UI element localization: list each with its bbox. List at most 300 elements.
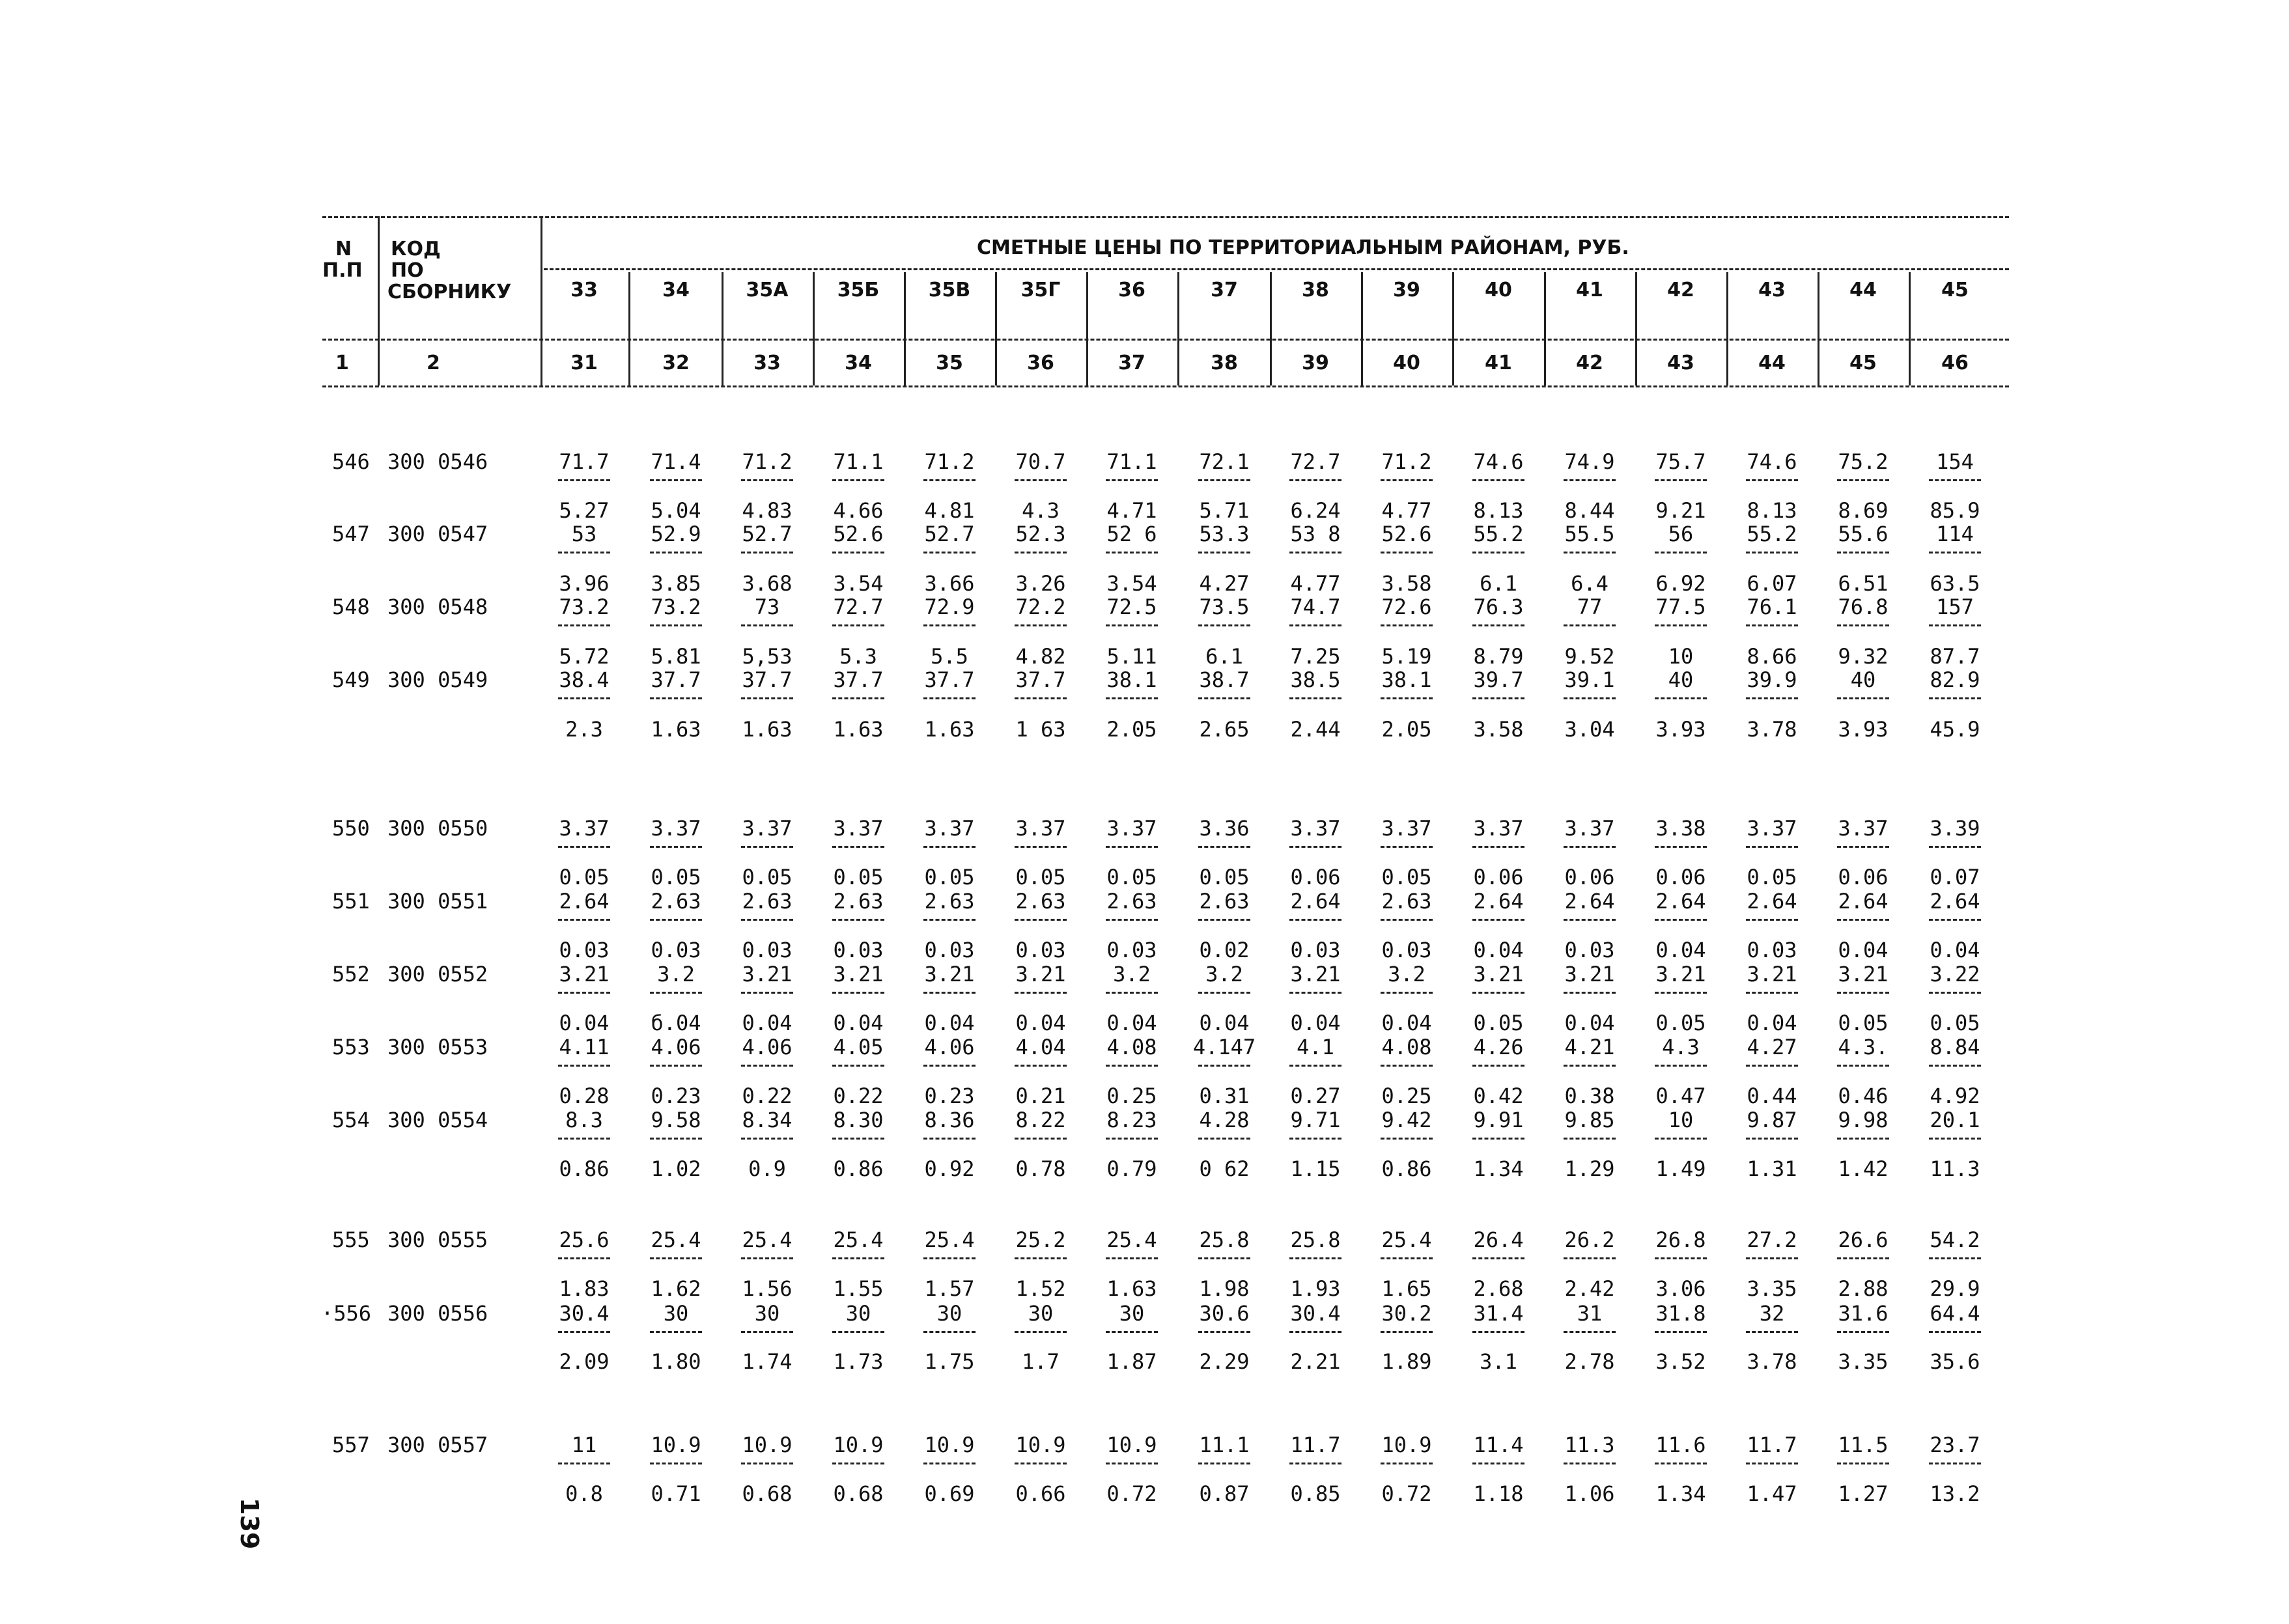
- price-value: 74.7: [1290, 595, 1341, 619]
- price-value: 2.65: [1199, 717, 1250, 742]
- fraction-bar: [1746, 846, 1798, 848]
- price-value: 0.38: [1564, 1084, 1615, 1108]
- price-value: 3.37: [1747, 816, 1797, 841]
- fraction-bar: [1015, 624, 1067, 626]
- fraction-bar: [1015, 479, 1067, 481]
- fraction-bar: [1106, 624, 1158, 626]
- price-value: 3.37: [1473, 816, 1524, 841]
- price-value: 0.02: [1199, 938, 1250, 962]
- fraction-bar: [1106, 552, 1158, 553]
- price-value: 8.69: [1838, 498, 1889, 523]
- price-value: 3.93: [1655, 717, 1706, 742]
- fraction-bar: [1655, 1463, 1707, 1464]
- price-value: 6.4: [1571, 571, 1608, 596]
- fraction-bar: [1472, 846, 1524, 848]
- fraction-bar: [1746, 919, 1798, 921]
- fraction-bar: [1015, 1138, 1067, 1140]
- fraction-bar: [832, 697, 884, 699]
- fraction-bar: [741, 1065, 793, 1067]
- price-value: 73: [754, 595, 780, 619]
- price-value: 2.63: [742, 889, 793, 914]
- fraction-bar: [741, 624, 793, 626]
- fraction-bar: [1655, 479, 1707, 481]
- fraction-bar: [1198, 1331, 1250, 1333]
- header-divider: [1177, 272, 1179, 385]
- price-value: 71.1: [833, 449, 884, 474]
- fraction-bar: [1655, 919, 1707, 921]
- fraction-bar: [650, 919, 702, 921]
- price-value: 0.47: [1655, 1084, 1706, 1108]
- header-divider: [1086, 272, 1088, 385]
- fraction-bar: [558, 1463, 610, 1464]
- price-value: 3.21: [1015, 962, 1066, 987]
- row-code: 300 0553: [387, 1035, 488, 1059]
- price-value: 30.2: [1381, 1301, 1432, 1326]
- header-colnum-12: 40: [1393, 352, 1420, 374]
- price-value: 1.74: [742, 1349, 793, 1374]
- price-value: 3.93: [1838, 717, 1889, 742]
- header-divider: [1270, 272, 1272, 385]
- price-value: 1.27: [1838, 1481, 1889, 1506]
- header-divider: [813, 272, 815, 385]
- row-number: 557: [332, 1433, 370, 1457]
- fraction-bar: [1837, 1331, 1889, 1333]
- fraction-bar: [1929, 1331, 1981, 1333]
- fraction-bar: [1106, 992, 1158, 994]
- price-value: 0.28: [559, 1084, 610, 1108]
- price-value: 39.9: [1747, 667, 1797, 692]
- price-value: 4.77: [1290, 571, 1341, 596]
- fraction-bar: [1289, 1331, 1341, 1333]
- price-value: 0.05: [559, 865, 610, 889]
- fraction-bar: [1837, 624, 1889, 626]
- price-value: 5.19: [1381, 644, 1432, 669]
- price-value: 0.23: [651, 1084, 701, 1108]
- header-mid-rule: [322, 339, 2009, 341]
- fraction-bar: [1746, 1257, 1798, 1259]
- fraction-bar: [1564, 919, 1616, 921]
- price-value: 0.06: [1564, 865, 1615, 889]
- fraction-bar: [1655, 697, 1707, 699]
- fraction-bar: [558, 992, 610, 994]
- fraction-bar: [558, 919, 610, 921]
- price-value: 1.65: [1381, 1276, 1432, 1301]
- fraction-bar: [650, 1331, 702, 1333]
- header-colnum-17: 45: [1849, 352, 1877, 374]
- fraction-bar: [1564, 1257, 1616, 1259]
- price-value: 0.04: [1564, 1011, 1615, 1035]
- fraction-bar: [1381, 919, 1433, 921]
- price-value: 1.31: [1747, 1156, 1797, 1181]
- row-number: 547: [332, 522, 370, 546]
- price-value: 1.63: [924, 717, 975, 742]
- fraction-bar: [1472, 1138, 1524, 1140]
- header-colnum-2: 2: [427, 352, 440, 374]
- fraction-bar: [1837, 1463, 1889, 1464]
- price-value: 8.66: [1747, 644, 1797, 669]
- header-divider: [378, 216, 380, 385]
- price-value: 73.2: [651, 595, 701, 619]
- fraction-bar: [1929, 1463, 1981, 1464]
- price-value: 8.13: [1747, 498, 1797, 523]
- price-value: 6.07: [1747, 571, 1797, 596]
- price-value: 30.6: [1199, 1301, 1250, 1326]
- header-region-9: 38: [1302, 279, 1329, 301]
- price-value: 25.4: [651, 1227, 701, 1252]
- header-colnum-15: 43: [1667, 352, 1694, 374]
- fraction-bar: [1746, 1463, 1798, 1464]
- price-value: 4.82: [1015, 644, 1066, 669]
- header-colnum-5: 33: [753, 352, 781, 374]
- fraction-bar: [1564, 1463, 1616, 1464]
- price-value: 3.39: [1930, 816, 1980, 841]
- fraction-bar: [923, 624, 976, 626]
- price-value: 1.87: [1106, 1349, 1157, 1374]
- fraction-bar: [1837, 846, 1889, 848]
- price-value: 4.1: [1297, 1035, 1334, 1059]
- fraction-bar: [923, 919, 976, 921]
- price-value: 2.64: [1930, 889, 1980, 914]
- header-divider: [541, 216, 542, 385]
- row-code: 300 0548: [387, 595, 488, 619]
- price-value: 1.80: [651, 1349, 701, 1374]
- fraction-bar: [1837, 1138, 1889, 1140]
- price-value: 2.88: [1838, 1276, 1889, 1301]
- price-value: 3.78: [1747, 717, 1797, 742]
- price-value: 55.5: [1564, 522, 1615, 546]
- price-value: 38.4: [559, 667, 610, 692]
- price-value: 0.44: [1747, 1084, 1797, 1108]
- header-region-16: 45: [1941, 279, 1969, 301]
- fraction-bar: [1929, 1065, 1981, 1067]
- fraction-bar: [741, 697, 793, 699]
- price-value: 4.06: [924, 1035, 975, 1059]
- price-value: 30: [1028, 1301, 1054, 1326]
- page-number: 139: [235, 1498, 264, 1550]
- price-value: 1.34: [1655, 1481, 1706, 1506]
- price-value: 10.9: [833, 1433, 884, 1457]
- row-code: 300 0555: [387, 1227, 488, 1252]
- fraction-bar: [1837, 479, 1889, 481]
- fraction-bar: [1746, 1138, 1798, 1140]
- header-divider: [628, 272, 630, 385]
- price-value: 26.2: [1564, 1227, 1615, 1252]
- fraction-bar: [1564, 552, 1616, 553]
- price-value: 2.63: [1106, 889, 1157, 914]
- price-value: 52.3: [1015, 522, 1066, 546]
- price-value: 1.15: [1290, 1156, 1341, 1181]
- header-colnum-3: 31: [570, 352, 598, 374]
- price-value: 1.73: [833, 1349, 884, 1374]
- price-value: 11.5: [1838, 1433, 1889, 1457]
- header-region-12: 41: [1576, 279, 1603, 301]
- price-value: 10.9: [1381, 1433, 1432, 1457]
- price-value: 40: [1668, 667, 1694, 692]
- price-value: 3.37: [1290, 816, 1341, 841]
- price-value: 3.21: [1290, 962, 1341, 987]
- price-value: 8.23: [1106, 1108, 1157, 1132]
- price-value: 0.05: [924, 865, 975, 889]
- price-value: 0.06: [1473, 865, 1524, 889]
- fraction-bar: [1381, 697, 1433, 699]
- price-value: 75.7: [1655, 449, 1706, 474]
- fraction-bar: [1655, 1065, 1707, 1067]
- price-value: 0.06: [1655, 865, 1706, 889]
- price-value: 4.71: [1106, 498, 1157, 523]
- price-value: 39.1: [1564, 667, 1615, 692]
- price-value: 0.25: [1381, 1084, 1432, 1108]
- price-value: 0.06: [1838, 865, 1889, 889]
- price-value: 3.37: [1106, 816, 1157, 841]
- header-colnum-13: 41: [1485, 352, 1512, 374]
- price-value: б.04: [651, 1011, 701, 1035]
- fraction-bar: [1929, 1138, 1981, 1140]
- header-region-3: 35А: [746, 279, 789, 301]
- price-value: 52.6: [833, 522, 884, 546]
- price-value: 3.21: [833, 962, 884, 987]
- price-value: 4.3.: [1838, 1035, 1889, 1059]
- price-value: 5.5: [931, 644, 968, 669]
- price-value: 1.7: [1022, 1349, 1060, 1374]
- price-value: 1.98: [1199, 1276, 1250, 1301]
- price-value: 3.21: [1747, 962, 1797, 987]
- price-value: 1 63: [1015, 717, 1066, 742]
- price-value: 3.2: [1113, 962, 1151, 987]
- price-value: 4.27: [1747, 1035, 1797, 1059]
- price-value: 3.2: [1205, 962, 1243, 987]
- price-value: 10.9: [1015, 1433, 1066, 1457]
- price-value: 3.58: [1381, 571, 1432, 596]
- fraction-bar: [1472, 624, 1524, 626]
- header-num-line1: N: [335, 238, 352, 260]
- price-value: 1.49: [1655, 1156, 1706, 1181]
- header-colnum-6: 34: [845, 352, 872, 374]
- price-value: 0.05: [833, 865, 884, 889]
- fraction-bar: [1106, 846, 1158, 848]
- fraction-bar: [741, 846, 793, 848]
- fraction-bar: [1381, 992, 1433, 994]
- price-value: 0.03: [1106, 938, 1157, 962]
- header-region-5: 35В: [928, 279, 971, 301]
- row-code: 300 0551: [387, 889, 488, 914]
- price-value: 0.22: [833, 1084, 884, 1108]
- fraction-bar: [558, 697, 610, 699]
- price-value: 2.44: [1290, 717, 1341, 742]
- price-value: 0.05: [1747, 865, 1797, 889]
- fraction-bar: [1198, 846, 1250, 848]
- price-value: 0.79: [1106, 1156, 1157, 1181]
- price-value: 13.2: [1930, 1481, 1980, 1506]
- price-value: 0.25: [1106, 1084, 1157, 1108]
- fraction-bar: [923, 552, 976, 553]
- fraction-bar: [741, 1138, 793, 1140]
- fraction-bar: [1106, 1331, 1158, 1333]
- price-value: 8.30: [833, 1108, 884, 1132]
- header-code-line2: ПО: [391, 259, 424, 282]
- price-value: 2.63: [651, 889, 701, 914]
- fraction-bar: [1837, 1257, 1889, 1259]
- fraction-bar: [1929, 552, 1981, 553]
- price-value: 3.37: [742, 816, 793, 841]
- fraction-bar: [650, 1257, 702, 1259]
- fraction-bar: [1015, 697, 1067, 699]
- price-value: 2.05: [1106, 717, 1157, 742]
- price-value: 0.04: [1655, 938, 1706, 962]
- price-value: 3.37: [833, 816, 884, 841]
- price-value: 30: [936, 1301, 962, 1326]
- price-value: 0.86: [833, 1156, 884, 1181]
- price-value: 3.96: [559, 571, 610, 596]
- price-value: 0.78: [1015, 1156, 1066, 1181]
- fraction-bar: [1015, 1463, 1067, 1464]
- price-value: 23.7: [1930, 1433, 1980, 1457]
- price-value: 0.03: [1747, 938, 1797, 962]
- price-value: 0.9: [748, 1156, 786, 1181]
- fraction-bar: [832, 624, 884, 626]
- price-value: 1.75: [924, 1349, 975, 1374]
- fraction-bar: [832, 1138, 884, 1140]
- price-value: 3.22: [1930, 962, 1980, 987]
- price-value: 1.55: [833, 1276, 884, 1301]
- price-value: 0.69: [924, 1481, 975, 1506]
- price-value: 10.9: [651, 1433, 701, 1457]
- price-value: 3.21: [1838, 962, 1889, 987]
- price-value: 30.4: [559, 1301, 610, 1326]
- price-value: 3.54: [833, 571, 884, 596]
- price-value: 25.8: [1199, 1227, 1250, 1252]
- fraction-bar: [1472, 1257, 1524, 1259]
- price-value: 74.6: [1473, 449, 1524, 474]
- fraction-bar: [1381, 1331, 1433, 1333]
- price-value: 9.58: [651, 1108, 701, 1132]
- fraction-bar: [741, 1257, 793, 1259]
- price-value: 6.1: [1480, 571, 1517, 596]
- fraction-bar: [1015, 1331, 1067, 1333]
- fraction-bar: [1564, 697, 1616, 699]
- fraction-bar: [1564, 479, 1616, 481]
- fraction-bar: [1929, 1257, 1981, 1259]
- header-divider: [1909, 272, 1911, 385]
- price-value: 1.42: [1838, 1156, 1889, 1181]
- fraction-bar: [923, 1257, 976, 1259]
- price-value: 0.05: [1381, 865, 1432, 889]
- fraction-bar: [1929, 992, 1981, 994]
- header-region-6: 35Г: [1020, 279, 1061, 301]
- fraction-bar: [650, 697, 702, 699]
- price-value: 3.38: [1655, 816, 1706, 841]
- fraction-bar: [1746, 992, 1798, 994]
- price-value: 4.3: [1662, 1035, 1700, 1059]
- header-region-4: 35Б: [837, 279, 880, 301]
- header-colnum-14: 42: [1576, 352, 1603, 374]
- price-value: 5,53: [742, 644, 793, 669]
- fraction-bar: [1746, 479, 1798, 481]
- header-top-rule: [322, 216, 2009, 218]
- price-value: 2.64: [1655, 889, 1706, 914]
- row-code: 300 0550: [387, 816, 488, 841]
- price-value: 1.18: [1473, 1481, 1524, 1506]
- price-value: 38.1: [1106, 667, 1157, 692]
- fraction-bar: [650, 846, 702, 848]
- row-code: 300 0554: [387, 1108, 488, 1132]
- header-region-14: 43: [1758, 279, 1786, 301]
- price-value: 25.2: [1015, 1227, 1066, 1252]
- row-number: 555: [332, 1227, 370, 1252]
- price-value: 2.42: [1564, 1276, 1615, 1301]
- row-number: 549: [332, 667, 370, 692]
- header-divider: [1361, 272, 1363, 385]
- price-value: 71.4: [651, 449, 701, 474]
- fraction-bar: [558, 846, 610, 848]
- price-value: 30: [754, 1301, 780, 1326]
- price-value: 72.2: [1015, 595, 1066, 619]
- fraction-bar: [1472, 1331, 1524, 1333]
- price-value: 2.64: [559, 889, 610, 914]
- price-value: 3.35: [1838, 1349, 1889, 1374]
- price-value: 9.87: [1747, 1108, 1797, 1132]
- price-value: 3.36: [1199, 816, 1250, 841]
- price-value: 5.11: [1106, 644, 1157, 669]
- fraction-bar: [1564, 1331, 1616, 1333]
- price-value: 37.7: [1015, 667, 1066, 692]
- price-value: 31.4: [1473, 1301, 1524, 1326]
- price-value: 74.9: [1564, 449, 1615, 474]
- price-value: 71.7: [559, 449, 610, 474]
- price-value: 9.32: [1838, 644, 1889, 669]
- price-value: 0.92: [924, 1156, 975, 1181]
- price-value: 4.08: [1106, 1035, 1157, 1059]
- price-value: 2.64: [1473, 889, 1524, 914]
- price-value: 2.05: [1381, 717, 1432, 742]
- fraction-bar: [1929, 479, 1981, 481]
- fraction-bar: [1472, 919, 1524, 921]
- price-value: 3.06: [1655, 1276, 1706, 1301]
- price-value: 0.23: [924, 1084, 975, 1108]
- fraction-bar: [1015, 919, 1067, 921]
- price-value: 0.05: [1930, 1011, 1980, 1035]
- price-value: 26.8: [1655, 1227, 1706, 1252]
- price-value: 73.5: [1199, 595, 1250, 619]
- price-value: 73.2: [559, 595, 610, 619]
- fraction-bar: [1929, 846, 1981, 848]
- fraction-bar: [1472, 552, 1524, 553]
- price-value: 8.34: [742, 1108, 793, 1132]
- price-value: 2.64: [1747, 889, 1797, 914]
- price-value: 7.25: [1290, 644, 1341, 669]
- price-value: 25.4: [1381, 1227, 1432, 1252]
- price-value: 0.03: [651, 938, 701, 962]
- price-value: 10.9: [742, 1433, 793, 1457]
- price-value: 3.66: [924, 571, 975, 596]
- fraction-bar: [1381, 1138, 1433, 1140]
- price-value: 37.7: [833, 667, 884, 692]
- fraction-bar: [1289, 1257, 1341, 1259]
- fraction-bar: [1837, 992, 1889, 994]
- price-value: 5.27: [559, 498, 610, 523]
- price-value: 82.9: [1930, 667, 1980, 692]
- header-code-line3: СБОРНИКУ: [387, 281, 512, 303]
- fraction-bar: [1655, 992, 1707, 994]
- price-value: 26.4: [1473, 1227, 1524, 1252]
- fraction-bar: [1106, 1138, 1158, 1140]
- price-value: 2.63: [1381, 889, 1432, 914]
- price-value: 72.7: [1290, 449, 1341, 474]
- fraction-bar: [1381, 1257, 1433, 1259]
- price-value: 52.7: [924, 522, 975, 546]
- fraction-bar: [1106, 919, 1158, 921]
- price-value: 0.03: [559, 938, 610, 962]
- fraction-bar: [1198, 919, 1250, 921]
